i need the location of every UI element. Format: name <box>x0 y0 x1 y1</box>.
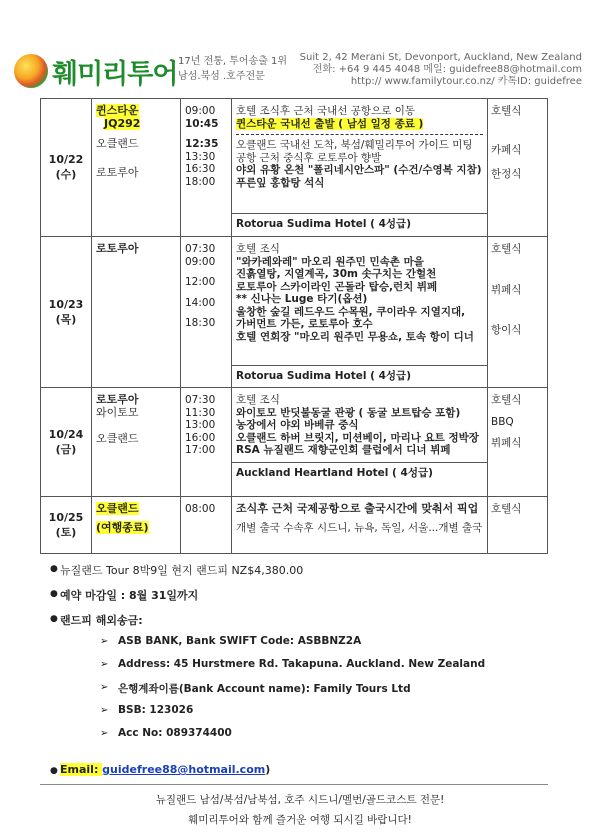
logo-text: 훼미리투어 <box>52 59 178 90</box>
day-date: 10/22 (수) <box>41 99 92 237</box>
hotel-name: Rotorua Sudima Hotel ( 4성급) <box>232 365 487 386</box>
day-city: 오클랜드 (여행종료) <box>92 497 181 554</box>
day-city: 로토루아 <box>92 237 181 388</box>
email-line: Email: guidefree88@hotmail.com) <box>60 763 271 776</box>
remit-title: 랜드피 해외송금: <box>60 614 143 627</box>
arrow-icon: ➢ <box>100 728 109 739</box>
day-city: 퀸스타운 JQ292 오클랜드 로토루아 <box>92 99 181 237</box>
arrow-icon: ➢ <box>100 705 109 716</box>
bank-address: Address: 45 Hurstmere Rd. Takapuna. Auckland. New Zealand <box>118 658 486 670</box>
divider <box>40 784 548 785</box>
day-meals: 호텔식 뷔페식 항이식 <box>488 237 548 388</box>
table-row <box>41 237 548 388</box>
bank-name: ASB BANK, Bank SWIFT Code: ASBBNZ2A <box>118 635 362 647</box>
bullet-icon: ● <box>50 614 58 624</box>
bullet-icon: ● <box>50 564 58 574</box>
day-activities: 호텔 조식 "와카레와레" 마오리 원주민 민속촌 마을 진흙열탕, 지열계곡, 30m 솟구치는 간헐천 로토루아 스카이라인 곤돌라 탑승,런치 뷔페 ** 신나는 Luge 타기(옵션) 울창한 숲길 레드우드 수목원, 쿠이라우 지열지대, 가버먼트 가든, 로토루아 호수 호텔 연회장 "마오리 원주민 무용쇼, 토속 항이 디너 Rotorua Sudima Hotel ( 4성급) <box>232 237 488 388</box>
itinerary-table <box>40 98 548 554</box>
table-row <box>41 497 548 554</box>
deadline-text: 예약 마감일 : 8월 31일까지 <box>60 589 199 602</box>
logo-icon <box>14 54 48 88</box>
tagline: 17년 전통, 투어송출 1위 남섬.북섬 .호주전문 <box>178 56 288 82</box>
day-times: 09:00 10:45 12:35 13:30 16:30 18:00 <box>181 99 232 237</box>
day-times: 07:30 11:30 13:00 16:00 17:00 <box>181 388 232 497</box>
table-row <box>41 388 548 497</box>
bullet-icon: ● <box>50 766 58 776</box>
email-link[interactable]: guidefree88@hotmail.com <box>102 763 266 776</box>
day-date: 10/23 (목) <box>41 237 92 388</box>
day-activities: 호텔 조식후 근처 국내선 공항으로 이동 퀸스타운 국내선 출발 ( 남섬 일정 종료 ) 오클랜드 국내선 도착, 북섬/훼밀리투어 가이드 미팅 공항 근처 중식후 로토루아 향발 야외 유황 온천 "폴리네시안스파" (수건/수영복 지참) 푸른잎 홍합탕 석식 Rotorua Sudima Hotel ( 4성급) <box>232 99 488 237</box>
day-activities: 호텔 조식 와이토모 반딧불동굴 관광 ( 동굴 보트탑승 포함) 농장에서 야외 바베큐 중식 오클랜드 하버 브릿지, 미션베이, 마리나 요트 정박장 RSA 뉴질랜드 재향군인회 클럽에서 디너 뷔페 Auckland Heartland Hotel ( 4성급) <box>232 388 488 497</box>
divider <box>236 134 483 135</box>
page-footer: 뉴질랜드 남섬/북섬/남북섬, 호주 시드니/멜번/골드코스트 전문! 훼미리투어와 함께 즐거운 여행 되시길 바랍니다! <box>155 794 445 826</box>
day-city: 로토루아 와이토모 오클랜드 <box>92 388 181 497</box>
day-date: 10/24 (금) <box>41 388 92 497</box>
account-name: 은행계좌이름(Bank Account name): Family Tours Ltd <box>118 683 411 695</box>
hotel-name: Rotorua Sudima Hotel ( 4성급) <box>232 213 487 234</box>
arrow-icon: ➢ <box>100 659 109 670</box>
price-text: 뉴질랜드 Tour 8박9일 현지 랜드피 NZ$4,380.00 <box>60 564 304 577</box>
company-address: Suit 2, 42 Merani St, Devonport, Auckland, New Zealand 전화: +64 9 445 4048 메일: guidefree88@hotmail.com http:// www.familytour.co.nz/ 카톡ID: guidefree <box>299 52 582 87</box>
arrow-icon: ➢ <box>100 636 109 647</box>
table-row <box>41 99 548 237</box>
page-header <box>0 0 600 90</box>
day-meals: 호텔식 <box>488 497 548 554</box>
day-activities: 조식후 근처 국제공항으로 출국시간에 맞춰서 픽업 개별 출국 수속후 시드니, 뉴욕, 독일, 서울...개별 출국 <box>232 497 488 554</box>
day-date: 10/25 (토) <box>41 497 92 554</box>
account-number: Acc No: 089374400 <box>118 727 232 739</box>
day-meals: 호텔식 카페식 한정식 <box>488 99 548 237</box>
arrow-icon: ➢ <box>100 682 109 693</box>
day-times: 07:30 09:00 12:00 14:00 18:30 <box>181 237 232 388</box>
day-meals: 호텔식 BBQ 뷔페식 <box>488 388 548 497</box>
hotel-name: Auckland Heartland Hotel ( 4성급) <box>232 462 487 483</box>
bullet-icon: ● <box>50 589 58 599</box>
day-times: 08:00 <box>181 497 232 554</box>
bsb-number: BSB: 123026 <box>118 704 194 716</box>
